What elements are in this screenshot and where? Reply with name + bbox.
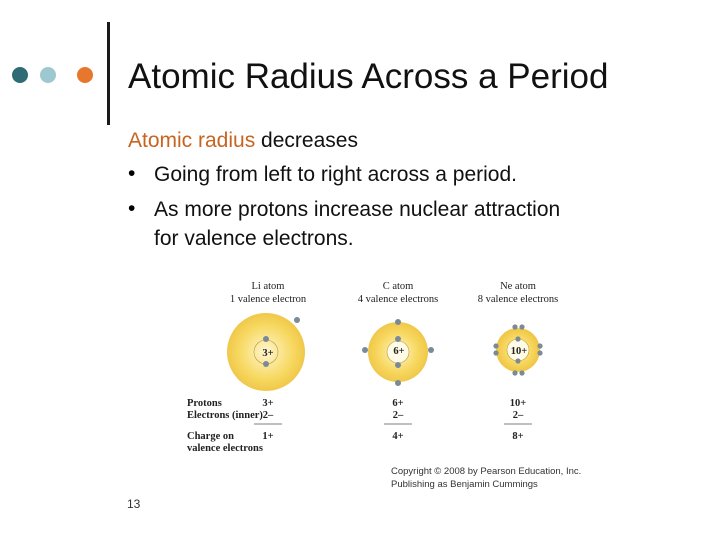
nucleus-c: 6+ — [393, 346, 405, 357]
cell-charge-c: 4+ — [392, 431, 404, 442]
row-label-charge: Charge on — [187, 431, 234, 442]
cell-electrons-li: 2– — [262, 410, 274, 421]
cell-charge-ne: 8+ — [512, 431, 524, 442]
decor-dot-1 — [12, 67, 28, 83]
copyright-line-1: Copyright © 2008 by Pearson Education, Inc. — [391, 466, 582, 477]
atom-valence-c: 4 valence electrons — [357, 294, 439, 305]
bullet-marker-1: • — [128, 162, 136, 185]
cell-charge-li: 1+ — [262, 431, 274, 442]
slide-title: Atomic Radius Across a Period — [128, 57, 609, 96]
atom-name-ne: Ne atom — [500, 281, 536, 292]
bullet-marker-2: • — [128, 197, 136, 220]
nucleus-ne: 10+ — [510, 346, 528, 357]
decor-dot-2 — [40, 67, 56, 83]
cell-electrons-c: 2– — [392, 410, 404, 421]
bullet-1: Going from left to right across a period. — [154, 163, 517, 186]
copyright-line-2: Publishing as Benjamin Cummings — [391, 479, 538, 490]
li-atom-diagram — [227, 313, 305, 391]
page-number: 13 — [127, 497, 141, 511]
c-atom-diagram — [362, 319, 434, 386]
title-divider — [107, 22, 110, 125]
cell-protons-li: 3+ — [262, 398, 274, 409]
nucleus-li: 3+ — [262, 348, 274, 359]
intro-line — [128, 128, 358, 154]
copyright-notice — [391, 465, 581, 491]
cell-electrons-ne: 2– — [512, 410, 524, 421]
atom-name-li: Li atom — [251, 281, 285, 292]
cell-protons-c: 6+ — [392, 398, 404, 409]
atom-valence-li: 1 valence electron — [229, 294, 307, 305]
decor-dot-3 — [77, 67, 93, 83]
ne-atom-diagram — [493, 324, 542, 375]
intro-highlight: Atomic radius — [128, 129, 256, 152]
atom-name-c: C atom — [382, 281, 414, 292]
atom-valence-ne: 8 valence electrons — [477, 294, 559, 305]
row-label-charge-2: valence electrons — [187, 443, 263, 454]
row-label-protons: Protons — [187, 398, 222, 409]
intro-rest: decreases — [255, 129, 358, 152]
row-label-electrons: Electrons (inner) — [187, 410, 263, 421]
bullet-2-continuation: for valence electrons. — [154, 227, 354, 250]
cell-protons-ne: 10+ — [509, 398, 527, 409]
atom-comparison-figure — [180, 275, 570, 460]
bullet-2: As more protons increase nuclear attraction — [154, 198, 561, 221]
